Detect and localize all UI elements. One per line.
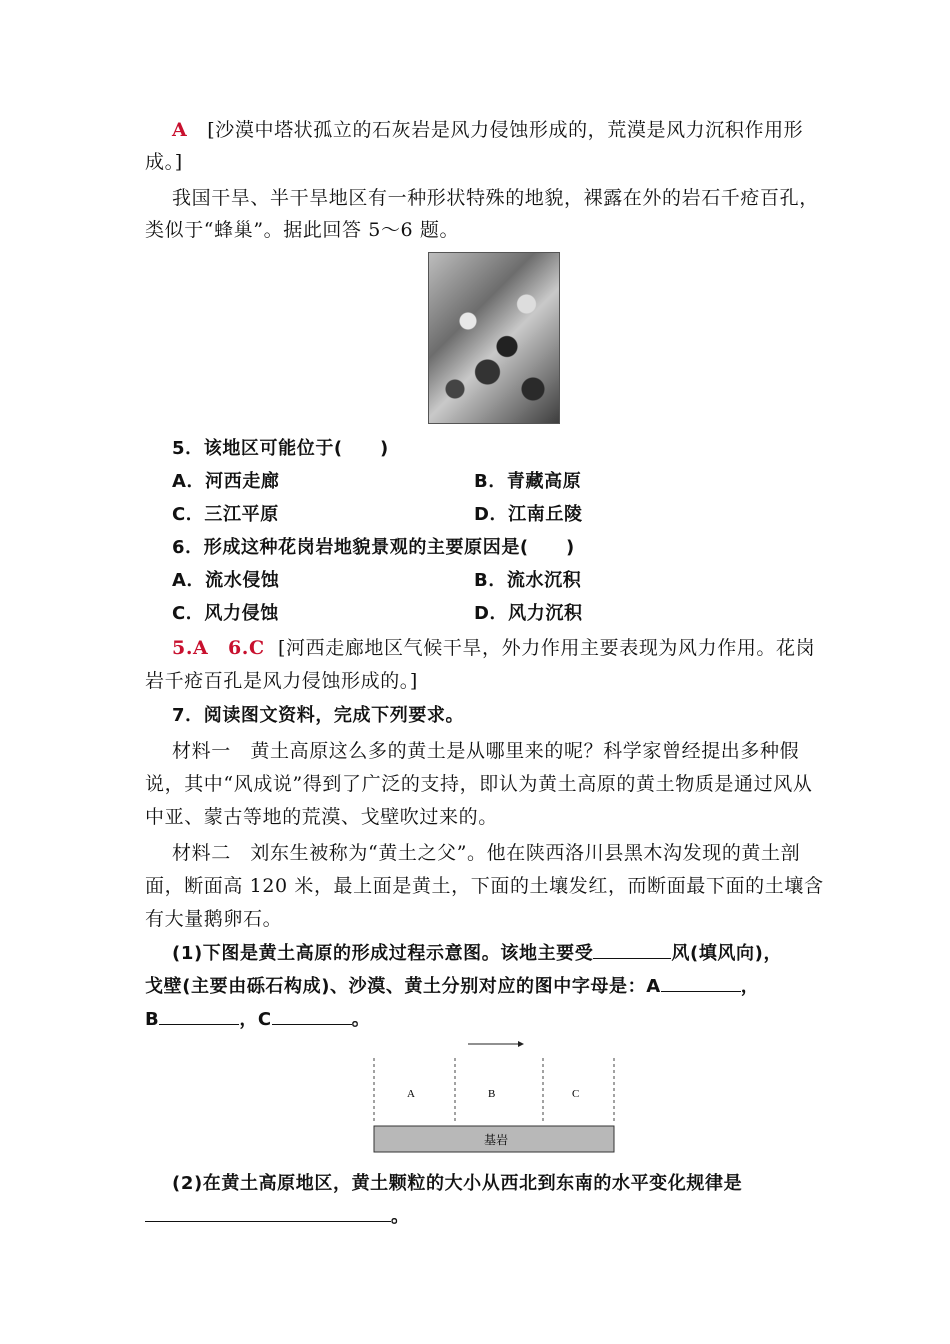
material-2-line-1: 材料二 刘东生被称为“黄土之父”。他在陕西洛川县黑木沟发现的黄土剖 <box>172 842 801 864</box>
zone-label-b: B <box>488 1088 496 1100</box>
part-1-line-1: (1)下图是黄土高原的形成过程示意图。该地主要受 风(填风向)， <box>172 940 842 968</box>
answer-c-blank[interactable] <box>272 1006 352 1025</box>
part-1-line-2: 戈壁(主要由砾石构成)、沙漠、黄土分别对应的图中字母是：A ， <box>145 973 815 1001</box>
q6-option-d: D．风力沉积 <box>474 603 583 624</box>
intro-line-1: 我国干旱、半干旱地区有一种形状特殊的地貌，裸露在外的岩石千疮百孔， <box>172 187 819 209</box>
question-5-options-row2 <box>172 501 842 529</box>
q5-option-d: D．江南丘陵 <box>474 504 583 525</box>
honeycomb-rock-photo <box>428 252 560 424</box>
part-2-line-2: 。 <box>145 1203 815 1231</box>
part-2-line-1: (2)在黄土高原地区，黄土颗粒的大小从西北到东南的水平变化规律是 <box>172 1173 743 1194</box>
material-1-line-3: 中亚、蒙古等地的荒漠、戈壁吹过来的。 <box>145 806 498 828</box>
zone-label-c: C <box>572 1088 580 1100</box>
q6-option-c: C．风力侵蚀 <box>172 603 279 624</box>
answer-b-blank[interactable] <box>159 1006 239 1025</box>
material-1-line-2: 说，其中“风成说”得到了广泛的支持，即认为黄土高原的黄土物质是通过风从 <box>145 773 813 795</box>
question-5-options-row1 <box>172 468 842 496</box>
wind-arrow-head <box>518 1041 524 1047</box>
material-2-line-3: 有大量鹅卵石。 <box>145 908 283 930</box>
part-1-line-3: B ，C 。 <box>145 1006 815 1034</box>
question-5-stem: 5．该地区可能位于( ) <box>172 438 389 459</box>
question-6-options-row1 <box>172 567 842 595</box>
q5-option-c: C．三江平原 <box>172 504 279 525</box>
question-6-stem: 6．形成这种花岗岩地貌景观的主要原因是( ) <box>172 537 575 558</box>
question-7-stem: 7．阅读图文资料，完成下列要求。 <box>172 705 465 726</box>
question-6-options-row2 <box>172 600 842 628</box>
grain-size-blank[interactable] <box>145 1203 391 1222</box>
wind-direction-blank[interactable] <box>593 940 671 959</box>
q6-option-b: B．流水沉积 <box>474 570 582 591</box>
bedrock-label: 基岩 <box>484 1133 509 1147</box>
material-1-line-1: 材料一 黄土高原这么多的黄土是从哪里来的呢？科学家曾经提出多种假 <box>172 740 800 762</box>
answer-line-2: 成。] <box>145 151 183 173</box>
intro-line-2: 类似于“蜂巢”。据此回答 5～6 题。 <box>145 219 460 241</box>
answer-a-blank[interactable] <box>661 973 741 992</box>
q5-option-b: B．青藏高原 <box>474 471 582 492</box>
loess-formation-diagram <box>370 1040 618 1158</box>
answer-5-6-line-1: 5.A 6.C [河西走廊地区气候干旱，外力作用主要表现为风力作用。花岗 <box>172 637 816 659</box>
q6-option-a: A．流水侵蚀 <box>172 570 280 591</box>
zone-label-a: A <box>407 1088 415 1100</box>
q5-option-a: A．河西走廊 <box>172 471 280 492</box>
material-2-line-2: 面，断面高 120 米，最上面是黄土，下面的土壤发红，而断面最下面的土壤含 <box>145 875 824 897</box>
answer-line-1: A [沙漠中塔状孤立的石灰岩是风力侵蚀形成的，荒漠是风力沉积作用形 <box>172 119 804 141</box>
answer-5-6-line-2: 岩千疮百孔是风力侵蚀形成的。] <box>145 670 418 692</box>
